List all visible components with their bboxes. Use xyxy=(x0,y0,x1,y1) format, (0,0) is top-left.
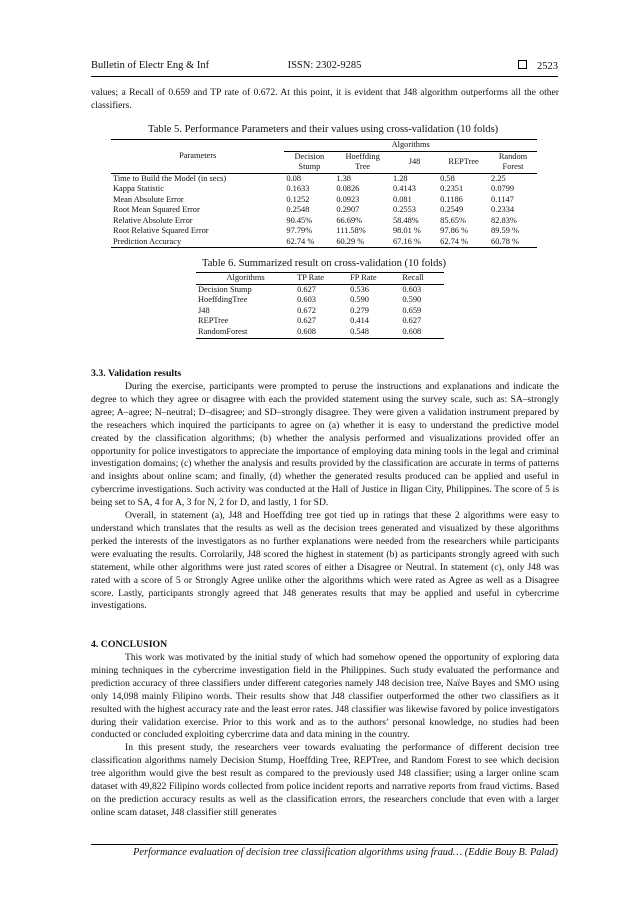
table-cell: Root Relative Squared Error xyxy=(113,226,209,235)
table-cell: 0.2548 xyxy=(286,205,310,214)
table-cell: J48 xyxy=(198,305,210,315)
table-row xyxy=(196,306,444,317)
table-cell: 85.65% xyxy=(440,215,466,225)
validation-body xyxy=(91,381,559,613)
table-cell: 0.2907 xyxy=(336,205,360,214)
table-cell: 0.2351 xyxy=(440,184,464,193)
page-number-text: 2523 xyxy=(537,61,558,72)
table6-caption: Table 6. Summarized result on cross-validation (10 folds) xyxy=(202,258,447,269)
table5 xyxy=(111,139,537,248)
table-cell: Kappa Statistic xyxy=(113,184,164,193)
table-cell: 90.45% xyxy=(286,215,313,225)
table-cell: REPTree xyxy=(198,316,229,326)
table-cell: 58.48% xyxy=(392,215,419,225)
table-cell: 1.28 xyxy=(392,173,408,183)
table5-parameters-header: Parameters xyxy=(111,140,284,174)
table-cell: Relative Absolute Error xyxy=(113,215,193,225)
table-row xyxy=(196,327,444,338)
table-cell: 0.08 xyxy=(286,173,302,183)
table5-caption: Table 5. Performance Parameters and their values using cross-validation (10 folds) xyxy=(148,124,499,135)
table-cell: 0.2553 xyxy=(392,205,416,214)
table-cell: 89.59 % xyxy=(491,226,519,235)
table5-col-header: Decision Stump xyxy=(284,151,334,173)
table-cell: 0.590 xyxy=(402,295,422,305)
table-cell: 0.1186 xyxy=(440,194,463,204)
table-cell: 0.672 xyxy=(297,305,316,315)
table-row xyxy=(111,237,537,248)
table-cell: 82.83% xyxy=(491,215,517,225)
table-row xyxy=(111,205,537,216)
table-cell: 62.74 % xyxy=(284,237,334,248)
table-cell: 0.58 xyxy=(440,173,455,183)
journal-name: Bulletin of Electr Eng & Inf xyxy=(91,60,210,71)
table-cell: 0.590 xyxy=(350,295,369,305)
table-cell: 0.2549 xyxy=(440,205,464,214)
table5-col-header: J48 xyxy=(391,151,438,173)
table-cell: 60.29 % xyxy=(334,237,391,248)
page-number xyxy=(518,60,558,72)
table-cell: RandomForest xyxy=(196,327,295,338)
table-cell: 0.0923 xyxy=(336,194,360,204)
table-cell: 66.69% xyxy=(336,215,363,225)
table-cell: 62.74 % xyxy=(438,237,489,248)
table-cell: 0.1633 xyxy=(286,184,310,193)
table-cell: 0.1147 xyxy=(491,194,514,204)
table-cell: 2.25 xyxy=(491,173,506,183)
table5-col-header: Random Forest xyxy=(489,151,537,173)
section-heading-conclusion: 4. CONCLUSION xyxy=(91,639,168,650)
table-cell: 97.86 % xyxy=(440,226,469,235)
table6-header: Algorithms xyxy=(196,273,295,285)
table-cell: 1.38 xyxy=(336,173,351,183)
table-cell: 0.536 xyxy=(350,284,369,294)
table-cell: Mean Absolute Error xyxy=(113,194,184,204)
table-cell: 0.414 xyxy=(350,316,369,326)
table-cell: 0.4143 xyxy=(392,184,416,193)
table-cell: 60.78 % xyxy=(489,237,537,248)
intro-text: values; a Recall of 0.659 and TP rate of 0.672. At this point, it is evident that J48 algorithm outperforms all the other classifiers. xyxy=(91,87,559,111)
table-cell: 0.627 xyxy=(297,316,316,326)
table-cell: 0.603 xyxy=(402,284,422,294)
intro-paragraph xyxy=(91,87,559,113)
table-cell: 0.603 xyxy=(297,295,316,305)
table-row xyxy=(111,173,537,184)
table-cell: 0.627 xyxy=(402,316,422,326)
table-cell: 0.608 xyxy=(295,327,348,338)
table-cell: Prediction Accuracy xyxy=(111,237,284,248)
table-cell: 0.2334 xyxy=(491,205,515,214)
table-cell: 0.608 xyxy=(400,327,444,338)
table-row xyxy=(196,295,444,306)
table-cell: 0.548 xyxy=(348,327,400,338)
table-cell: 0.627 xyxy=(297,284,316,294)
table-cell: 111.58% xyxy=(336,226,366,235)
table5-group-header: Algorithms xyxy=(284,140,537,152)
table-cell: 0.279 xyxy=(350,305,369,315)
table-cell: 0.1252 xyxy=(286,194,310,204)
table-row xyxy=(111,195,537,206)
table6 xyxy=(196,272,444,339)
table-cell: 67.16 % xyxy=(391,237,438,248)
table-cell: Root Mean Squared Error xyxy=(113,205,200,214)
table-cell: 98.01 % xyxy=(392,226,421,235)
conclusion-body xyxy=(91,652,559,820)
table6-header: FP Rate xyxy=(348,273,400,285)
table6-header: TP Rate xyxy=(295,273,348,285)
issn: ISSN: 2302-9285 xyxy=(287,60,362,71)
paragraph: This work was motivated by the initial study of which had somehow opened the opportunity of exploring data mining techniques in the cybercrime investigation field in the Philippines. Such study evaluated the performance and prediction accuracy of three classifiers under different categories namely J48 decision tree, Naïve Bayes and SMO using only 14,098 mainly Filipino words. Their results show that J48 classifier outperformed the other two classifiers as it resulted with the highest accuracy rate and the least error rates. J48 classifier was likewise favored by police investigators during their validation exercise. Prior to this work and as to the authors’ personal knowledge, no studies had been conducted or concluded exploiting cybercrime data and data mining in the country. xyxy=(91,652,559,741)
table-cell: 0.0799 xyxy=(491,184,515,193)
table-row xyxy=(111,184,537,195)
table-cell: 0.0826 xyxy=(336,184,360,193)
table6-header: Recall xyxy=(400,273,444,285)
table-row xyxy=(111,216,537,227)
table5-col-header: Hoeffding Tree xyxy=(334,151,391,173)
table-cell: Decision Stump xyxy=(198,284,252,294)
running-header xyxy=(91,60,558,77)
table-cell: 97.79% xyxy=(286,226,313,235)
section-heading-validation: 3.3. Validation results xyxy=(91,368,182,379)
table-row xyxy=(111,226,537,237)
table-cell: 0.659 xyxy=(402,305,422,315)
table5-col-header: REPTree xyxy=(438,151,489,173)
table-row xyxy=(196,284,444,295)
paragraph: During the exercise, participants were prompted to peruse the instructions and explanations and indicate the degree to which they agree or disagree with each the provided statement using the survey scale, such as: SA–strongly agree; A–agree; N–neutral; D–disagree; and SD–strongly disagree. They were given a validation instrument prepared by the reseachers which inquired the participants to agree on (a) whether it is easy to understand the predictive model created by the classification algorithms; (b) whether the analysis performed and visualizations provided offer an opportunity for police investigators to appreciate the importance of employing data mining tools in the legal and criminal investigation domains; (c) whether the analysis and results provided by the classification are accurate in terms of patterns and insights about online scam; and finally, (d) whether the generated results produced can be applied and useful in cybercrime investigations. Such activity was conducted at the Hall of Justice in Iligan City, Philippines. The score of 5 is being set to SA, 4 for A, 3 for N, 2 for D, and lastly, 1 for SD. xyxy=(91,381,559,509)
table-row xyxy=(196,316,444,327)
table-cell: HoeffdingTree xyxy=(198,295,248,305)
paragraph: In this present study, the researchers veer towards evaluating the performance of different decision tree classification algorithms namely Decision Stump, Hoeffding Tree, REPTree, and Random Forest to see which decision tree algorithm would give the best result as compared to the previously used J48 classifier; using a larger online scam dataset with 49,822 Filipino words collected from police incident reports and narrative reports from fraud victims. Based on the prediction accuracy results as well as the classification errors, the researchers conclude that even with a larger online scam dataset, J48 classifier still generates xyxy=(91,742,559,818)
table-cell: Time to Build the Model (in secs) xyxy=(113,173,227,183)
running-footer: Performance evaluation of decision tree classification algorithms using fraud… (Eddie Bouy B. Palad) xyxy=(91,844,558,858)
table-cell: 0.081 xyxy=(392,194,412,204)
paragraph: Overall, in statement (a), J48 and Hoeffding tree got tied up in ratings that these 2 algorithms were easy to understand which translates that the results as well as the decision trees generated and visualized by these algorithms perked the interests of the investigators as no further explanations were needed from the researchers while participants were evaluating the results. Corrolarily, J48 scored the highest in statement (b) as participants strongly agreed with such statement, while other algorithms were just rated scores of either a Disagree or Neutral. In statement (c), only J48 was rated with a score of 5 or Strongly Agree unlike other the algorithms which were rated as Agree as well as a Disagree score. Lastly, participants strongly agreed that J48 generates results that may be applied and useful in cybercrime investigations. xyxy=(91,510,559,612)
checkbox-square-icon xyxy=(518,60,527,69)
